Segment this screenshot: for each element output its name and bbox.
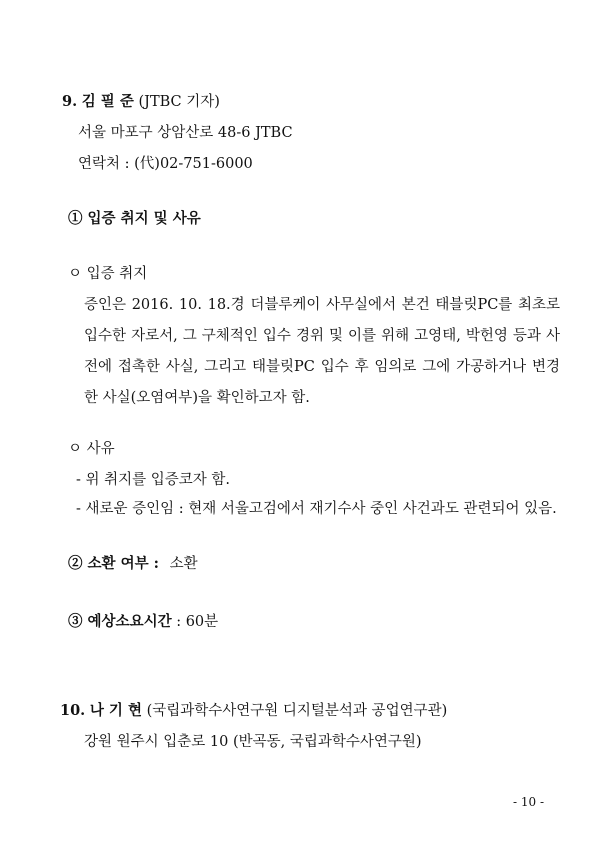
reason-item-1: - 위 취지를 입증코자 함.: [76, 472, 231, 488]
section-2-value: 소환: [169, 556, 198, 572]
witness-9-heading: [62, 92, 220, 112]
section-2-label: ② 소환 여부 :: [68, 555, 160, 572]
witness-9-address: 서울 마포구 상암산로 48-6 JTBC: [78, 125, 293, 141]
section-3-row: [68, 612, 218, 632]
witness-10-name: 나 기 현: [89, 702, 142, 719]
section-1-title: ① 입증 취지 및 사유: [68, 210, 201, 227]
reason-item-2: - 새로운 증인임 : 현재 서울고검에서 재기수사 중인 사건과도 관련되어 있음.: [76, 501, 557, 517]
section-3-value: : 60분: [176, 614, 219, 630]
witness-9-name: 김 필 준: [81, 93, 134, 110]
section-3-label: ③ 예상소요시간: [68, 613, 172, 630]
witness-9-affiliation: (JTBC 기자): [138, 94, 220, 110]
witness-10-address: 강원 원주시 입춘로 10 (반곡동, 국립과학수사연구원): [84, 734, 422, 750]
witness-10-heading: [60, 701, 447, 721]
witness-10-affiliation: (국립과학수사연구원 디지털분석과 공업연구관): [146, 703, 448, 719]
page-number: - 10 -: [512, 795, 544, 809]
witness-10-number: 10.: [60, 702, 86, 719]
witness-9-contact: 연락처 : (代)02-751-6000: [78, 156, 253, 172]
witness-9-number: 9.: [62, 93, 78, 110]
purpose-heading: ㅇ 입증 취지: [68, 266, 148, 282]
purpose-text: 증인은 2016. 10. 18.경 더블루케이 사무실에서 본건 태블릿PC를 최초로 입수한 자로서, 그 구체적인 입수 경위 및 이를 위해 고영태, 박헌영 등과 사전에 접촉한 사실, 그리고 태블릿PC 입수 후 임의로 그에 가공하거나 변경한 사실(오염여부)을 확인하고자 함.: [84, 297, 560, 406]
section-2-row: [68, 554, 198, 574]
reason-heading: ㅇ 사유: [68, 441, 115, 457]
